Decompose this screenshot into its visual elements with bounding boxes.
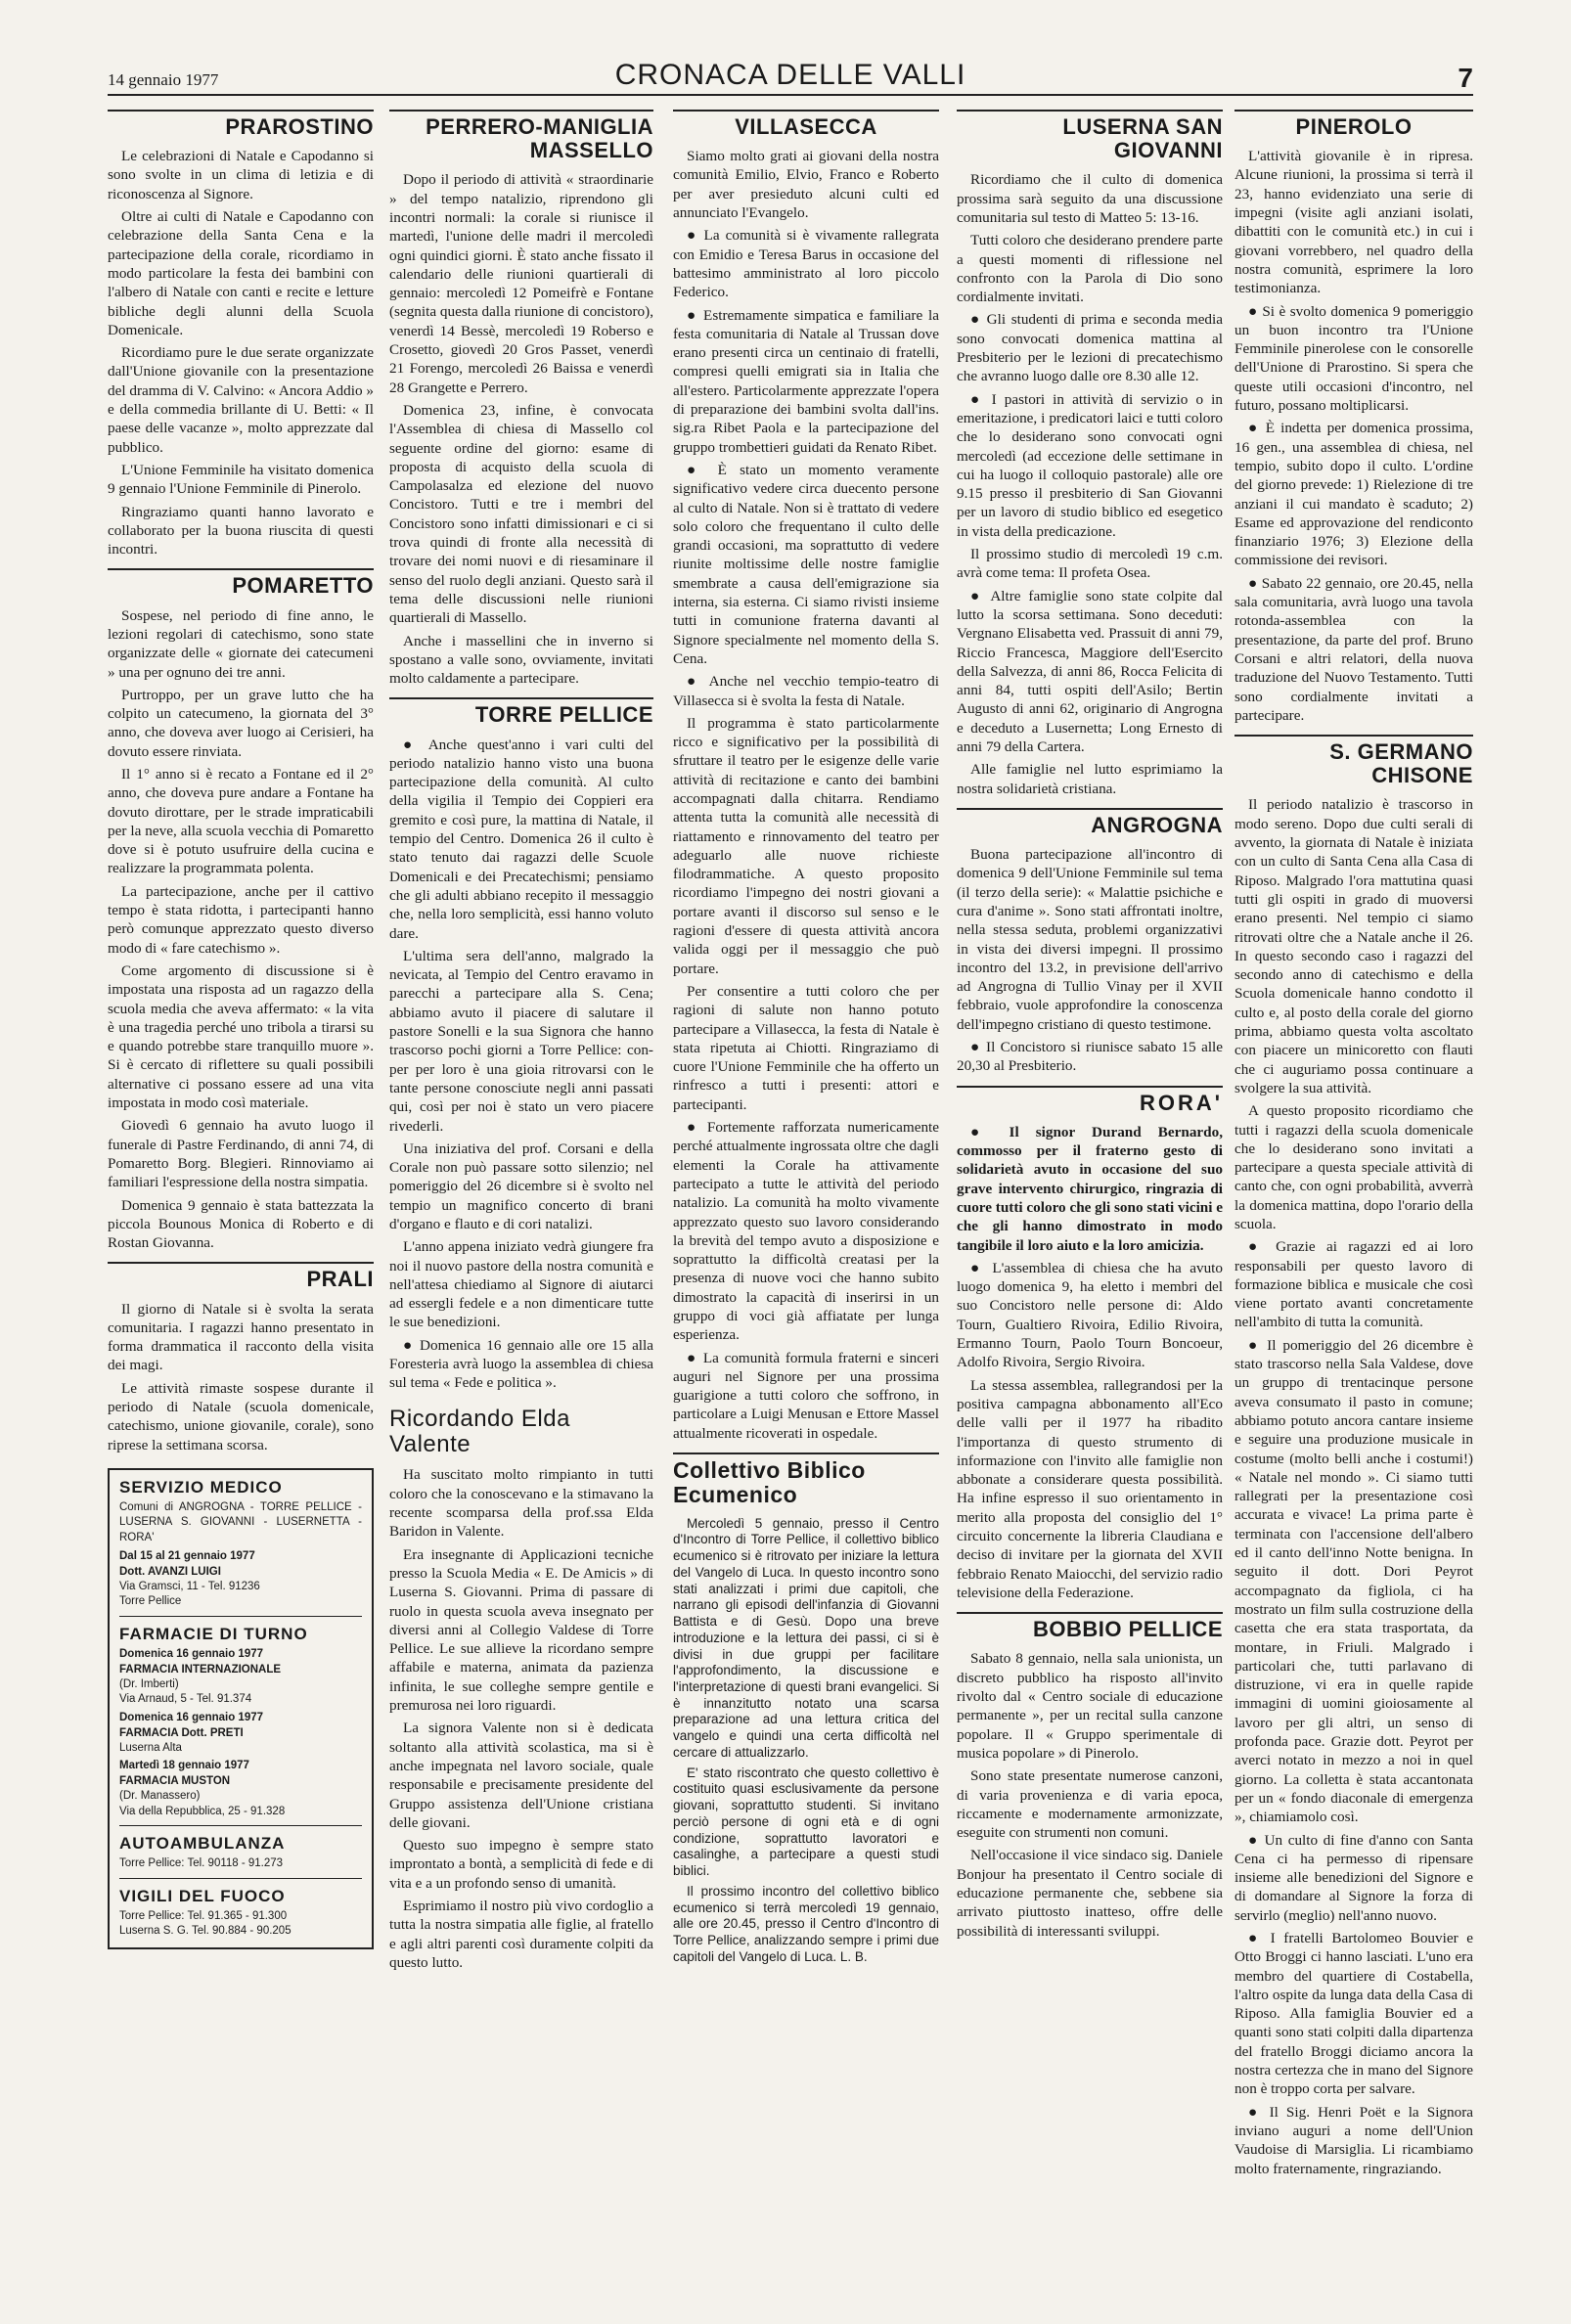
column-3 xyxy=(673,110,939,2295)
paragraph: E' stato riscontrato che questo collettivo è costituito quasi esclusivamente da persone giovani, soprattutto studenti. Si invitano perciò persone di ogni età e di ogni condizione, soprattutto lavoratori e casalinghe, a partecipare a questi studi biblici. xyxy=(673,1765,939,1879)
ambulanza-title: AUTOAMBULANZA xyxy=(119,1834,286,1854)
pharmacy-2-date: Domenica 16 gennaio 1977 xyxy=(119,1711,264,1723)
paragraph: ● I pastori in attività di servizio o in emeritazione, i predicatori laici e tutti coloro che lo desiderano sono convocati ogni mercoledì (ad eccezione delle settimane in cui ha luogo il colloquio pastorale) alle ore 9.15 presso il presbiterio di San Giovanni per un lavoro di studio biblico ed esegetico in vista della predicazione. xyxy=(957,390,1223,540)
article-bobbio-pellice xyxy=(957,1649,1223,1940)
section-title-pinerolo: PINEROLO xyxy=(1234,110,1473,139)
paragraph: Il programma è stato particolarmente ricco e significativo per la possibilità di sfruttare il teatro per le esigenze delle varie attività di recitazione e canto dei bambini accompagnati dalla chitarra. Rendiamo attenta tutta la comunità alle necessità di riattamento e rinnovamento del teatro per adeguarlo alle nuove richieste filodrammatiche. A questo proposito ricordiamo l'impegno dei nostri giovani a portare avanti il discorso sul senso e le ragioni d'essere di questa attività ancora valida oggi per il messaggio che può portare. xyxy=(673,714,939,977)
paragraph: ● Estremamente simpatica e familiare la festa comunitaria di Natale al Trussan dove erano presenti circa un centinaio di fratelli, compresi quelli emigrati sia in Italia che all'estero. Particolarmente apprezzate l'opera di preparazione dei bambini svolta dall'ins. sig.ra Ribet Paola e la partecipazione del gruppo trombettieri guidati da Renato Ribet. xyxy=(673,306,939,456)
paragraph: Purtroppo, per un grave lutto che ha colpito un catecumeno, la giornata del 3° anno, che doveva aver luogo ai Cerisieri, ha dovuto essere rinviata. xyxy=(108,686,374,760)
paragraph: ● Si è svolto domenica 9 pomeriggio un buon incontro tra l'Unione Femminile pinerolese con le consorelle dell'Unione di Prarostino. Si spera che queste utili occasioni d'incontro, nel futuro, possano moltiplicarsi. xyxy=(1234,302,1473,415)
paragraph: ● Il signor Durand Bernardo, commosso per il fraterno gesto di solidarietà avuto in occasione del suo grave intervento chirurgico, ringrazia di cuore tutti coloro che gli sono stati vicini e che gli hanno dimostrato in modo tangibile il loro aiuto e la loro amicizia. xyxy=(957,1123,1223,1254)
fuoco-phone-2: Luserna S. G. Tel. 90.884 - 90.205 xyxy=(119,1925,292,1938)
pharmacy-3-owner: (Dr. Manassero) xyxy=(119,1790,201,1803)
paragraph: ● Il Concistoro si riunisce sabato 15 alle 20,30 al Presbiterio. xyxy=(957,1039,1223,1075)
paragraph: Giovedì 6 gennaio ha avuto luogo il funerale di Pastre Ferdinando, di anni 74, di Pomaretto Borg. Blegieri. Rinnoviamo ai familiari l'espressione della nostra simpatia. xyxy=(108,1117,374,1191)
pharmacy-1-owner: (Dr. Imberti) xyxy=(119,1677,179,1690)
paragraph: Sospese, nel periodo di fine anno, le lezioni regolari di catechismo, sono state organizzate delle « giornate dei catecumeni » una per ognuno dei tre anni. xyxy=(108,606,374,681)
paragraph: ● Domenica 16 gennaio alle ore 15 alla Foresteria avrà luogo la assemblea di chiesa sul tema « Fede e politica ». xyxy=(389,1336,653,1392)
paragraph: L'anno appena iniziato vedrà giungere fra noi il nuovo pastore della nostra comunità e nell'attesa chiediamo al Signore di aiutarci ad essergli fedele e a non dimenticare tutte le sue benedizioni. xyxy=(389,1238,653,1331)
paragraph: ● L'assemblea di chiesa che ha avuto luogo domenica 9, ha eletto i membri del suo Concistoro nelle persone di: Aldo Tourn, Gualtiero Rivoira, Edilio Rivoira, Ermanno Tourn, Paolo Tourn Boncoeur, Adolfo Rivoira, Sergio Rivoira. xyxy=(957,1259,1223,1371)
fuoco-phone-1: Torre Pellice: Tel. 91.365 - 91.300 xyxy=(119,1909,288,1922)
paragraph: Buona partecipazione all'incontro di domenica 9 dell'Unione Femminile sul tema (il terzo della serie): « Malattie psichiche e cura d'anime ». Sono stati affrontati inoltre, nella stessa seduta, problemi organizzativi in vista dei diversi impegni. Il prossimo incontro del 13.2, in previsione dell'arrivo ad Angrogna di Tullio Vinay per il XVII febbraio, vuole approfondire la conoscenza dell'impegno cristiano di questo testimone. xyxy=(957,846,1223,1033)
paragraph: Alle famiglie nel lutto esprimiamo la nostra solidarietà cristiana. xyxy=(957,761,1223,797)
paragraph: ● La comunità si è vivamente rallegrata con Emidio e Teresa Barus in occasione del battesimo amministrato al loro piccolo Federico. xyxy=(673,227,939,301)
paragraph: Ricordiamo che il culto di domenica prossima sarà seguito da una discussione comunitaria sul testo di Matteo 5: 13-16. xyxy=(957,171,1223,226)
issue-date: 14 gennaio 1977 xyxy=(108,70,219,89)
paragraph: Le celebrazioni di Natale e Capodanno si sono svolte in un clima di letizia e di riconoscenza al Signore. xyxy=(108,148,374,202)
column-1 xyxy=(108,110,374,2295)
paragraph: Il prossimo studio di mercoledì 19 c.m. avrà come tema: Il profeta Osea. xyxy=(957,546,1223,582)
pharmacy-1-date: Domenica 16 gennaio 1977 xyxy=(119,1647,264,1660)
column-5 xyxy=(1234,110,1473,2295)
paragraph: Per consentire a tutti coloro che per ragioni di salute non hanno potuto partecipare a Villasecca, la festa di Natale è stata ripetuta ai Chiotti. Ringraziamo di cuore l'Unione Femminile che ha offerto un rinfresco a tutti i presenti: attori e partecipanti. xyxy=(673,982,939,1113)
section-title-perrero: PERRERO-MANIGLIA MASSELLO xyxy=(389,110,653,162)
paragraph: ● Anche nel vecchio tempio-teatro di Villasecca si è svolta la festa di Natale. xyxy=(673,673,939,709)
paragraph: ● I fratelli Bartolomeo Bouvier e Otto Broggi ci hanno lasciati. L'uno era membro del quartiere di Costabella, l'altro ospite da lunga data della Casa di Riposo. Alla famiglia Bouvier ed a quanti sono stati colpiti dalla dipartenza del fratello Broggi diciamo ancora la nostra certezza che in mano del Signore non è troppo corta per salvare. xyxy=(1234,1929,1473,2098)
section-title-prarostino: PRAROSTINO xyxy=(108,110,374,139)
divider xyxy=(119,1825,362,1826)
newspaper-section-title: CRONACA DELLE VALLI xyxy=(614,59,966,91)
pharmacy-1-address: Via Arnaud, 5 - Tel. 91.374 xyxy=(119,1693,252,1706)
pharmacy-3-address: Via della Repubblica, 25 - 91.328 xyxy=(119,1805,286,1817)
article-s-germano xyxy=(1234,795,1473,2177)
paragraph: ● Sabato 22 gennaio, ore 20.45, nella sala comunitaria, avrà luogo una tavola rotonda-assemblea con la presentazione, da parte del prof. Bruno Corsani e altri relatori, della nuova traduzione del Nuovo Testamento. Tutti sono cordialmente invitati a partecipare. xyxy=(1234,574,1473,724)
paragraph: La signora Valente non si è dedicata soltanto alla attività scolastica, ma si è anche impegnata nel lavoro sociale, quale responsabile e precisamente presidente del Gruppo assistenza dell'Unione cristiana delle giovani. xyxy=(389,1720,653,1831)
paragraph: L'attività giovanile è in ripresa. Alcune riunioni, la prossima si terrà il 23, hanno evidenziato una serie di impegni (visite agli anziani isolati, dibattiti con le comunità etc.) in cui i giovani vorrebbero, nel quadro della nostra comunità, esprimere la loro testimonianza. xyxy=(1234,148,1473,297)
paragraph: L'Unione Femminile ha visitato domenica 9 gennaio l'Unione Femminile di Pinerolo. xyxy=(108,461,374,498)
paragraph: Il giorno di Natale si è svolta la serata comunitaria. I ragazzi hanno presentato in forma drammatica il racconto della visita dei magi. xyxy=(108,1300,374,1374)
paragraph: ● Grazie ai ragazzi ed ai loro responsabili per questo lavoro di formazione biblica e musicale che così viene portato avanti concretamente nell'ambito di tutta la comunità. xyxy=(1234,1238,1473,1331)
pharmacy-2-address: Luserna Alta xyxy=(119,1741,182,1754)
farmacie-title: FARMACIE DI TURNO xyxy=(119,1624,308,1643)
section-title-pomaretto: POMARETTO xyxy=(108,568,374,598)
paragraph: Dopo il periodo di attività « straordinarie » del tempo natalizio, riprendono gli incontri normali: la corale si riunisce il martedì, l'unione delle madri il mercoledì ogni quindici giorni. È stato anche fissato il calendario delle riunioni quartierali di gennaio: mercoledì 12 Pomeifrè e Fontane (segnita questa dalla riunione di concistoro), venerdì 14 Bessè, mercoledì 19 Roberso e Crosetto, giovedì 20 Gros Passet, venerdì 21 Forengo, mercoledì 26 Baissa e venerdì 28 Grangette e Perrero. xyxy=(389,171,653,396)
paragraph: ● Anche quest'anno i vari culti del periodo natalizio hanno visto una buona partecipazione della comunità. Al culto della vigilia il Tempio dei Coppieri era gremito e così pure, la mattina di Natale, il tempio del Centro. Domenica 26 il culto è stato tenuto dai ragazzi delle Scuole Domenicali e dei Precatechismi; pensiamo che gli adulti abbiano recepito il messaggio che, nella loro semplicità, essi hanno voluto dare. xyxy=(389,736,653,942)
divider xyxy=(119,1616,362,1617)
section-title-angrogna: ANGROGNA xyxy=(957,808,1223,837)
paragraph: Domenica 9 gennaio è stata battezzata la piccola Bounous Monica di Roberto e di Rostan Giovanna. xyxy=(108,1196,374,1252)
paragraph: ● Il pomeriggio del 26 dicembre è stato trascorso nella Sala Valdese, dove un gruppo di trentacinque persone aveva consumato il pasto in comune; abbiamo potuto ancora cantare insieme e seguire una produzione musicale in costume (molto belli anche i costumi!) « Natale nel mondo ». Ci siamo tutti rallegrati per la presentazione così accurata e vivace! La prima parte è terminata con l'accensione dell'albero ed il canto dell'inno Notte benigna. In seguito il dott. Dori Peyrot accompagnato da figliola, ci ha mostrato un film sulla costruzione della casetta che era stata trasportata, da montare, in Friuli. Malgrado i particolari che, tutti parlavano di distruzione, vi era in quelle rapide immagini di uomini gioiosamente al lavoro per gli altri, un senso di profonda pace. Grazie dott. Peyrot per averci notato in mezzo a noi in quel giorno. La colletta è stata accantonata per un « fondo diaconale di emergenza », chiamiamolo così. xyxy=(1234,1336,1473,1826)
paragraph: La partecipazione, anche per il cattivo tempo è stata ridotta, i partecipanti hanno però comunque apprezzato questo diverso modo di « fare catechismo ». xyxy=(108,882,374,957)
divider xyxy=(119,1878,362,1879)
column-2 xyxy=(389,110,653,2295)
section-title-rora: RORA' xyxy=(957,1086,1223,1115)
ambulanza-phone: Torre Pellice: Tel. 90118 - 91.273 xyxy=(119,1857,284,1870)
medico-town: Torre Pellice xyxy=(119,1595,182,1608)
article-rora xyxy=(957,1123,1223,1602)
pharmacy-3-name: FARMACIA MUSTON xyxy=(119,1775,231,1788)
paragraph: Il periodo natalizio è trascorso in modo sereno. Dopo due culti serali di avvento, la giornata di Natale è iniziata con un culto di Santa Cena alla Casa di Riposo. Malgrado l'ora mattutina quasi tutti gli ospiti in grado di muoversi erano presenti. Nel tempio ci siamo ritrovati oltre che a Natale anche il 26. In questo secondo caso i ragazzi del secondo anno di catechismo e della Scuola domenicale hanno condotto il culto e, al posto della corale del giorno prima, abbiamo questa volta ascoltato con piacere un minicoretto con flauti che ci auguriamo possa continuare a svolgere la sua attività. xyxy=(1234,796,1473,1096)
paragraph: ● È stato un momento veramente significativo vedere circa duecento persone al culto di Natale. Non si è trattato di vedere solo coloro che frequentano il culto delle grandi occasioni, ma soprattutto di vedere riunite moltissime delle nostre famiglie smembrate a causa dell'emigrazione sia interna, sia esterna. Ci siamo rivisti insieme tutti in comunione fraterna davanti al Signore specialmente nel momento della S. Cena. xyxy=(673,461,939,667)
medico-area: Comuni di ANGROGNA - TORRE PELLICE - LUSERNA S. GIOVANNI - LUSERNETTA - RORA' xyxy=(119,1500,362,1543)
paragraph: ● Gli studenti di prima e seconda media sono convocati domenica mattina al Presbiterio per le lezioni di precatechismo che avranno luogo dalle ore 8.30 alle 12. xyxy=(957,311,1223,385)
article-torre-pellice xyxy=(389,736,653,1393)
page-number: 7 xyxy=(1458,63,1473,93)
paragraph: ● Altre famiglie sono state colpite dal lutto la scorsa settimana. Sono deceduti: Vergnano Elisabetta ved. Prassuit di anni 79, Riccio Francesca, Maggiore dell'Esercito della Salvezza, di anni 86, Rocca Felicita di anni 84, tutti ospiti dell'Asilo; Bertin Augusto di anni 62, originario di Angrogna e deceduto a Lusernetta; Long Ernesto di anni 79 della Cartera. xyxy=(957,587,1223,755)
paragraph: Siamo molto grati ai giovani della nostra comunità Emilio, Elvio, Franco e Roberto per aver presieduto alcuni culti ed annunciato l'Evangelo. xyxy=(673,148,939,222)
paragraph: Sabato 8 gennaio, nella sala unionista, un discreto pubblico ha risposto all'invito rivolto dal « Centro sociale di educazione permanente », per un recital sulla canzone popolare. Il « Gruppo sperimentale di musica popolare » di Pinerolo. xyxy=(957,1650,1223,1762)
paragraph: A questo proposito ricordiamo che tutti i ragazzi della scuola domenicale che lo desiderano sono invitati a partecipare a questa speciale attività di canto che, con ogni probabilità, avverrà la domenica mattina, dopo l'orario della scuola. xyxy=(1234,1102,1473,1232)
paragraph: ● Fortemente rafforzata numericamente perché attualmente ingrossata oltre che dagli elementi la Corale ha attivamente partecipato a tutte le attività del periodo natalizio. La comunità ha molto vivamente apprezzato questo suo lavoro considerando la brevità del tempo avuto a disposizione e soprattutto la difficoltà creatasi per la presenza di nuove voci che hanno subito dimostrato la capacità di inserirsi in un gruppo di voci già affiatate per lunga esperienza. xyxy=(673,1119,939,1344)
medico-doctor: Dott. AVANZI LUIGI xyxy=(119,1565,221,1578)
section-title-elda-valente: Ricordando Elda Valente xyxy=(389,1405,570,1458)
column-4 xyxy=(957,110,1223,2295)
article-perrero xyxy=(389,170,653,688)
services-box xyxy=(108,1468,374,1949)
paragraph: Tutti coloro che desiderano prendere parte a questi momenti di riflessione nel confronto con la Parola di Dio sono cordialmente invitati. xyxy=(957,232,1223,306)
paragraph: Ringraziamo quanti hanno lavorato e collaborato per la buona riuscita di questi incontri. xyxy=(108,503,374,559)
paragraph: Nell'occasione il vice sindaco sig. Daniele Bonjour ha presentato il Centro sociale di educazione permanente che, sebbene sia arrivato piuttosto inatteso, offre delle possibilità di interessanti sviluppi. xyxy=(957,1847,1223,1940)
section-title-luserna: LUSERNA SAN GIOVANNI xyxy=(957,110,1223,162)
paragraph: Come argomento di discussione si è impostata una risposta ad un ragazzo della scuola media che aveva affermato: « la vita è una tragedia perché uno tribola a tirarsi su e quando potrebbe stare tranquillo muore ». Si è cercato di riflettere su quali possibili alternative ci possano essere ad una vita impostata in modo così materiale. xyxy=(108,961,374,1112)
paragraph: Mercoledì 5 gennaio, presso il Centro d'Incontro di Torre Pellice, il collettivo biblico ecumenico si è ritrovato per iniziare la lettura del Vangelo di Luca. In questo incontro sono stati analizzati i primi due capitoli, che narrano gli episodi dell'infanzia di Giovanni Battista e di Gesù. Dopo una breve introduzione e la lettura dei passi, ci si è divisi in due gruppi per facilitare l'approfondimento, la discussione e l'interpretazione di questi brani evangelici. Si è innanzitutto notato una scarsa preparazione ad una lettura critica del vangelo e quindi una certa difficoltà nel cercare di attualizzarlo. xyxy=(673,1515,939,1760)
paragraph: Le attività rimaste sospese durante il periodo di Natale (scuola domenicale, catechismo, unione giovanile, corale), sono riprese la settimana scorsa. xyxy=(108,1379,374,1453)
article-angrogna xyxy=(957,845,1223,1076)
paragraph: Ha suscitato molto rimpianto in tutti coloro che la conoscevano e la stimavano la recente scomparsa della prof.ssa Elda Baridon in Valente. xyxy=(389,1466,653,1541)
paragraph: Il 1° anno si è recato a Fontane ed il 2° anno, che doveva pure andare a Fontane ha dovuto dirottare, per le strade impraticabili per la neve, alla scuola vecchia di Pomaretto dove si è potuto usufruire della cucina e realizzare la programmata polenta. xyxy=(108,765,374,877)
section-title-collettivo-biblico: Collettivo Biblico Ecumenico xyxy=(673,1452,939,1508)
pharmacy-1-name: FARMACIA INTERNAZIONALE xyxy=(119,1663,282,1676)
paragraph: Una iniziativa del prof. Corsani e della Corale non può passare sotto silenzio; nel pomeriggio del 26 dicembre si è svolto nel tempio un magnifico concerto di brani d'organo e flauto e di cori natalizi. xyxy=(389,1140,653,1232)
paragraph: Anche i massellini che in inverno si spostano a valle sono, ovviamente, invitati molto caldamente a partecipare. xyxy=(389,632,653,688)
paragraph: ● È indetta per domenica prossima, 16 gen., una assemblea di chiesa, nel tempio, subito dopo il culto. L'ordine del giorno prevede: 1) Rielezione di tre anziani il cui mandato è scaduto; 2) Esame ed approvazione del rendiconto finanziario 1976; 3) Elezione della commissione dei revisori. xyxy=(1234,420,1473,569)
paragraph: ● La comunità formula fraterni e sinceri auguri nel Signore per una prossima guarigione a tutti coloro che soffrono, in particolare a Luigi Menusan e Ettore Massel attualmente ricoverati in ospedale. xyxy=(673,1349,939,1442)
paragraph: La stessa assemblea, rallegrandosi per la positiva campagna abbonamento all'Eco delle valli per il 1977 ha ribadito l'importanza di questo strumento di informazione con l'invito alle famiglie non abbonate a considerare questa possibilità. Ha infine espresso il suo orientamento in merito alla proposta del consiglio del 1° circuito concernente la libreria Claudiana e deciso di invitare per la giornata del XVII febbraio Renato Maiocchi, del servizio radio televisione della Federazione. xyxy=(957,1376,1223,1601)
pharmacy-3-date: Martedì 18 gennaio 1977 xyxy=(119,1760,249,1772)
article-pomaretto xyxy=(108,606,374,1253)
paragraph: Questo suo impegno è sempre stato improntato a bontà, a semplicità di fede e di vita e a un profondo senso di umanità. xyxy=(389,1837,653,1892)
paragraph: ● Un culto di fine d'anno con Santa Cena ci ha permesso di ripensare insieme alle benedizioni del Signore e di domandare al Signore la forza di servirlo (meglio) nell'anno nuovo. xyxy=(1234,1831,1473,1924)
fuoco-title: VIGILI DEL FUOCO xyxy=(119,1886,286,1905)
pharmacy-2-name: FARMACIA Dott. PRETI xyxy=(119,1726,244,1739)
paragraph: ● Il Sig. Henri Poët e la Signora inviano auguri a nome dell'Union Vaudoise di Marsiglia. Li ricambiamo molto fraternamente, ringraziando. xyxy=(1234,2103,1473,2177)
paragraph: Era insegnante di Applicazioni tecniche presso la Scuola Media « E. De Amicis » di Luserna S. Giovanni. Prima di passare di ruolo in questa scuola aveva insegnato per diversi anni al Collegio Valdese di Torre Pellice. Le sue allieve la ricordano sempre affabile e materna, animata da pazienza infinita, le sue colleghe sempre gentile e premurosa nei loro riguardi. xyxy=(389,1545,653,1715)
section-title-bobbio-pellice: BOBBIO PELLICE xyxy=(957,1612,1223,1641)
paragraph: Ricordiamo pure le due serate organizzate dall'Unione giovanile con la presentazione del dramma di V. Calvino: « Ancora Addio » e della commedia brillante di U. Betti: « Il paese delle vacanze », molto apprezzate dal pubblico. xyxy=(108,344,374,456)
article-villasecca xyxy=(673,147,939,1443)
section-title-torre-pellice: TORRE PELLICE xyxy=(389,697,653,727)
article-prarostino xyxy=(108,147,374,559)
section-title-villasecca: VILLASECCA xyxy=(673,110,939,139)
paragraph: L'ultima sera dell'anno, malgrado la nevicata, al Tempio del Centro eravamo in parecchi a partecipare alla S. Cena; abbiamo avuto il piacere di salutare il pastore Sonelli e la sua Signora che hanno trascorso pochi giorni a Torre Pellice: con- per per loro è una gioia ritrovarsi con le tante persone conosciute negli anni passati qui, così per noi è stato un vero piacere rivederli. xyxy=(389,947,653,1135)
paragraph: Sono state presentate numerose canzoni, di varia provenienza e di varia epoca, riccamente e modernamente armonizzate, eseguite con strumenti non comuni. xyxy=(957,1767,1223,1842)
masthead xyxy=(108,61,1473,96)
medico-address: Via Gramsci, 11 - Tel. 91236 xyxy=(119,1580,260,1592)
article-pinerolo xyxy=(1234,147,1473,725)
article-luserna xyxy=(957,170,1223,798)
article-elda-valente xyxy=(389,1465,653,1972)
medico-title: SERVIZIO MEDICO xyxy=(119,1477,283,1497)
section-title-prali: PRALI xyxy=(108,1262,374,1291)
medico-dates: Dal 15 al 21 gennaio 1977 xyxy=(119,1549,255,1562)
paragraph: Oltre ai culti di Natale e Capodanno con celebrazione della Santa Cena e la partecipazione della corale, ricordiamo in modo particolare la festa dei bambini con l'albero di Natale con canti e recite e letture bibliche degli alunni della Scuola Domenicale. xyxy=(108,208,374,338)
paragraph: Esprimiamo il nostro più vivo cordoglio a tutta la nostra simpatia alle figlie, al fratello e agli altri parenti così duramente colpiti da questo lutto. xyxy=(389,1897,653,1971)
article-prali xyxy=(108,1300,374,1454)
paragraph: Il prossimo incontro del collettivo biblico ecumenico si terrà mercoledì 19 gennaio, alle ore 20.45, presso il Centro d'Incontro di Torre Pellice, analizzando sempre i primi due capitoli del Vangelo di Luca. L. B. xyxy=(673,1883,939,1964)
section-title-s-germano: S. GERMANO CHISONE xyxy=(1234,735,1473,787)
paragraph: Domenica 23, infine, è convocata l'Assemblea di chiesa di Massello col seguente ordine del giorno: esame di proposta di acquisto della scuola di Campolasalza ed elezione del nuovo Concistoro. Tutti e tre i membri del Concistoro sono infatti dimissionari e ci si trova quindi di fronte alla necessità di trovare dei nomi nuovi e di riesaminare il senso del ruolo degli anziani. Questo sarà il tema delle discussioni nelle riunioni quartierali di Massello. xyxy=(389,401,653,627)
article-collettivo-biblico xyxy=(673,1516,939,1966)
